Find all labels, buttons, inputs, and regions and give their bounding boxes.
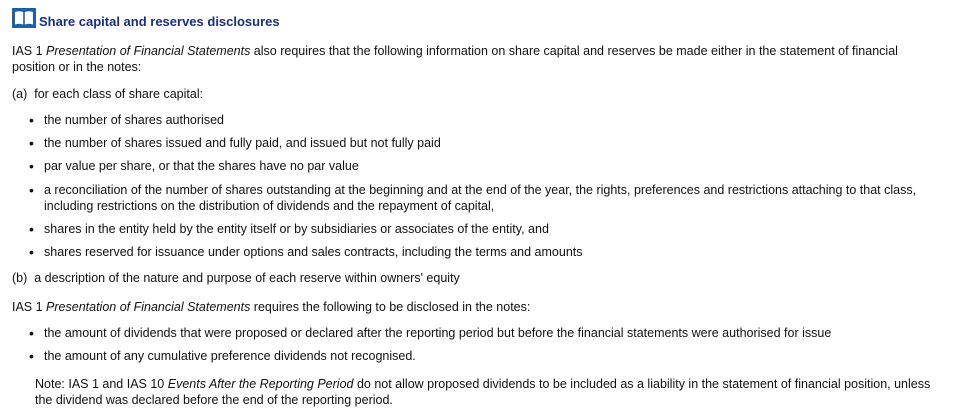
list-item: shares in the entity held by the entity itself or by subsidiaries or associates of the entity, and: [44, 222, 549, 236]
bullet-dot: •: [29, 348, 34, 364]
section-heading: [12, 8, 280, 28]
second-intro-paragraph: [12, 299, 942, 315]
list-item: the amount of dividends that were proposed or declared after the reporting period but before the financial statements were authorised for issue: [44, 326, 832, 340]
note-post: do not allow proposed dividends to be included as a liability in the statement of financial position, unless the dividend was declared before the end of the reporting period.: [35, 377, 931, 407]
section-title: Share capital and reserves disclosures: [39, 14, 280, 29]
bullet-dot: •: [29, 112, 34, 128]
bullet-dot: •: [29, 158, 34, 174]
intro-pre: IAS 1: [12, 44, 47, 58]
item-b-label: (b): [12, 271, 28, 285]
note-standard-title: Events After the Reporting Period: [167, 377, 354, 391]
item-b-text: a description of the nature and purpose of each reserve within owners' equity: [34, 271, 460, 285]
intro-standard-title: Presentation of Financial Statements: [46, 44, 251, 58]
item-a-label: (a): [12, 87, 28, 101]
intro-paragraph: [12, 43, 942, 75]
note-paragraph: [35, 376, 940, 408]
list-item: the amount of any cumulative preference dividends not recognised.: [44, 349, 416, 363]
item-b: [12, 270, 942, 286]
list-item: the number of shares authorised: [44, 113, 224, 127]
list-item: the number of shares issued and fully paid, and issued but not fully paid: [44, 136, 441, 150]
second-intro-pre: IAS 1: [12, 300, 47, 314]
item-a-text: for each class of share capital:: [34, 87, 204, 101]
second-intro-standard-title: Presentation of Financial Statements: [46, 300, 251, 314]
list-item: a reconciliation of the number of shares outstanding at the beginning and at the end of the year, the rights, preferences and restrictions attaching to that class, including restrictions on the distribution of dividends and the repayment of capital,: [44, 183, 917, 213]
list-item: shares reserved for issuance under options and sales contracts, including the terms and amounts: [44, 245, 583, 259]
book-icon: [12, 8, 36, 28]
bullet-dot: •: [29, 182, 34, 198]
bullet-dot: •: [29, 325, 34, 341]
bullet-dot: •: [29, 221, 34, 237]
note-pre: Note: IAS 1 and IAS 10: [35, 377, 168, 391]
item-a: [12, 86, 942, 102]
list-item: par value per share, or that the shares have no par value: [44, 159, 359, 173]
bullet-dot: •: [29, 135, 34, 151]
intro-post: also requires that the following information on share capital and reserves be made either in the statement of financial position or in the notes:: [12, 44, 898, 74]
bullet-dot: •: [29, 244, 34, 260]
second-intro-post: requires the following to be disclosed in the notes:: [250, 300, 531, 314]
